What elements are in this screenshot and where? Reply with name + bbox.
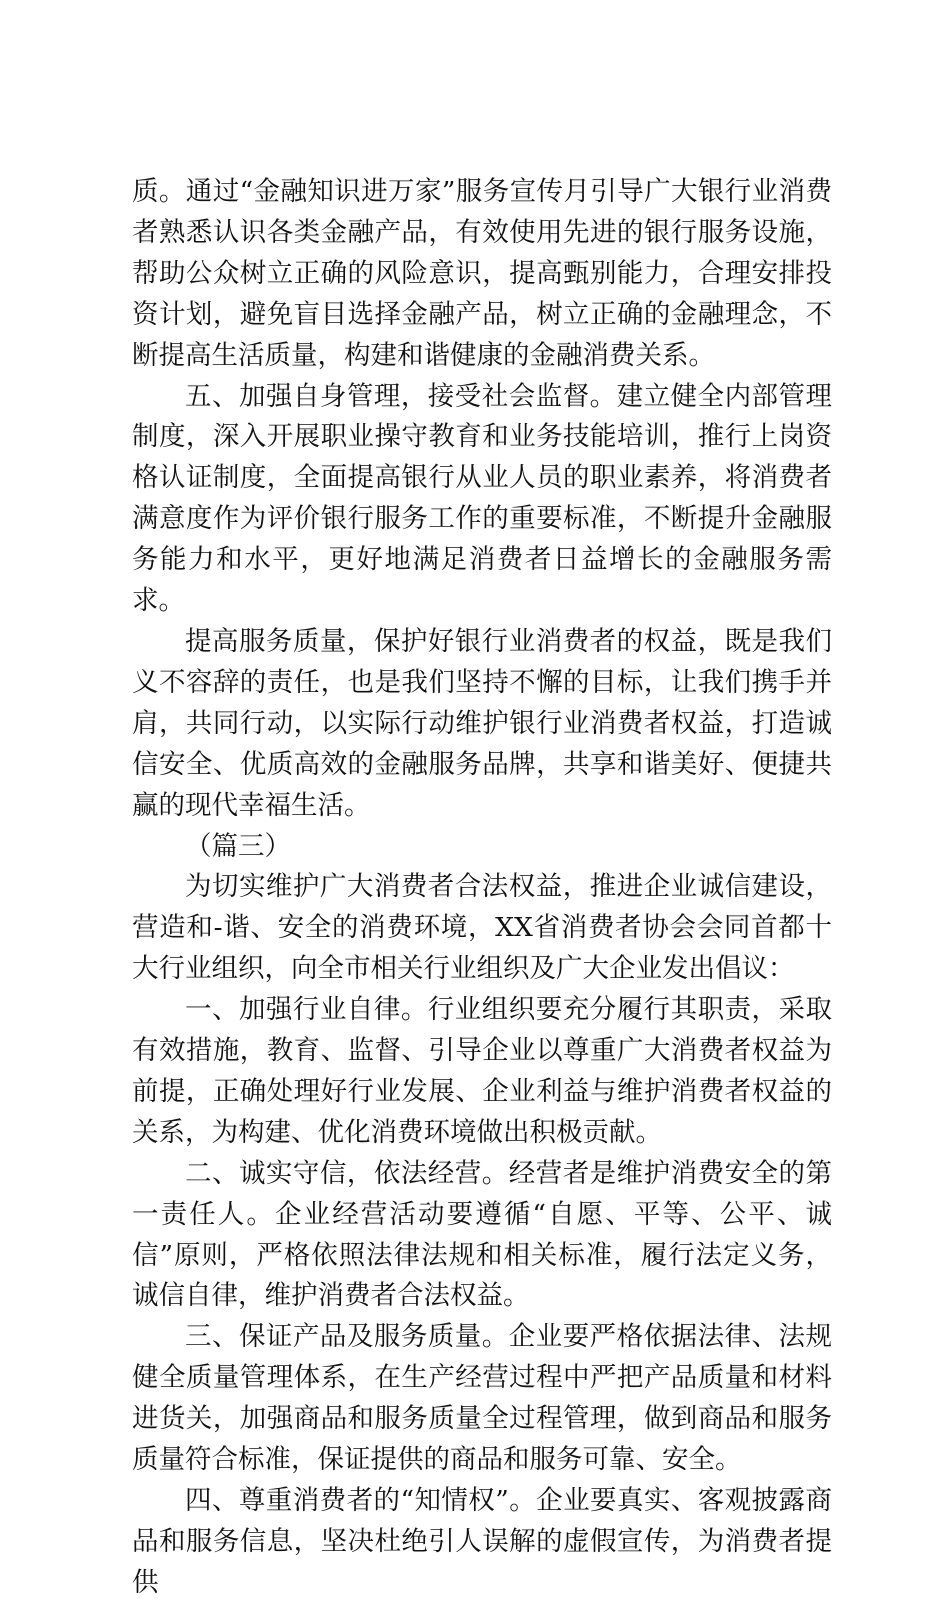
paragraph-point-four: 四、尊重消费者的“知情权”。企业要真实、客观披露商品和服务信息，坚决杜绝引人误解的虚假宣传，为消费者提供: [132, 1485, 832, 1598]
paragraph-point-three: 三、保证产品及服务质量。企业要严格依据法律、法规健全质量管理体系，在生产经营过程中严把产品质量和材料进货关，加强商品和服务质量全过程管理，做到商品和服务质量符合标准，保证提供的商品和服务可靠、安全。: [132, 1321, 832, 1476]
paragraph-point-five: 五、加强自身管理，接受社会监督。建立健全内部管理制度，深入开展职业操守教育和业务技能培训，推行上岗资格认证制度，全面提高银行从业人员的职业素养，将消费者满意度作为评价银行服务工作的重要标准，不断提升金融服务能力和水平，更好地满足消费者日益增长的金融服务需求。: [132, 380, 832, 617]
paragraph-point-two: 二、诚实守信，依法经营。经营者是维护消费安全的第一责任人。企业经营活动要遵循“自愿、平等、公平、诚信”原则，严格依照法律法规和相关标准，履行法定义务，诚信自律，维护消费者合法权益。: [132, 1157, 832, 1312]
paragraph-point-one: 一、加强行业自律。行业组织要充分履行其职责，采取有效措施，教育、监督、引导企业以尊重广大消费者权益为前提，正确处理好行业发展、企业利益与维护消费者权益的关系，为构建、优化消费环境做出积极贡献。: [132, 994, 832, 1148]
section-heading: （篇三）: [185, 830, 291, 862]
paragraph-closing: 提高服务质量，保护好银行业消费者的权益，既是我们义不容辞的责任，也是我们坚持不懈的目标，让我们携手并肩，共同行动，以实际行动维护银行业消费者权益，打造诚信安全、优质高效的金融服务品牌，共享和谐美好、便捷共赢的现代幸福生活。: [132, 625, 832, 821]
paragraph-intro: 为切实维护广大消费者合法权益，推进企业诚信建设，营造和-谐、安全的消费环境，XX省消费者协会会同首都十大行业组织，向全市相关行业组织及广大企业发出倡议：: [132, 871, 832, 985]
paragraph-continued: 质。通过“金融知识进万家”服务宣传月引导广大银行业消费者熟悉认识各类金融产品，有效使用先进的银行服务设施，帮助公众树立正确的风险意识，提高甄别能力，合理安排投资计划，避免盲目选择金融产品，树立正确的金融理念，不断提高生活质量，构建和谐健康的金融消费关系。: [132, 176, 832, 371]
document-body: [132, 172, 832, 1604]
